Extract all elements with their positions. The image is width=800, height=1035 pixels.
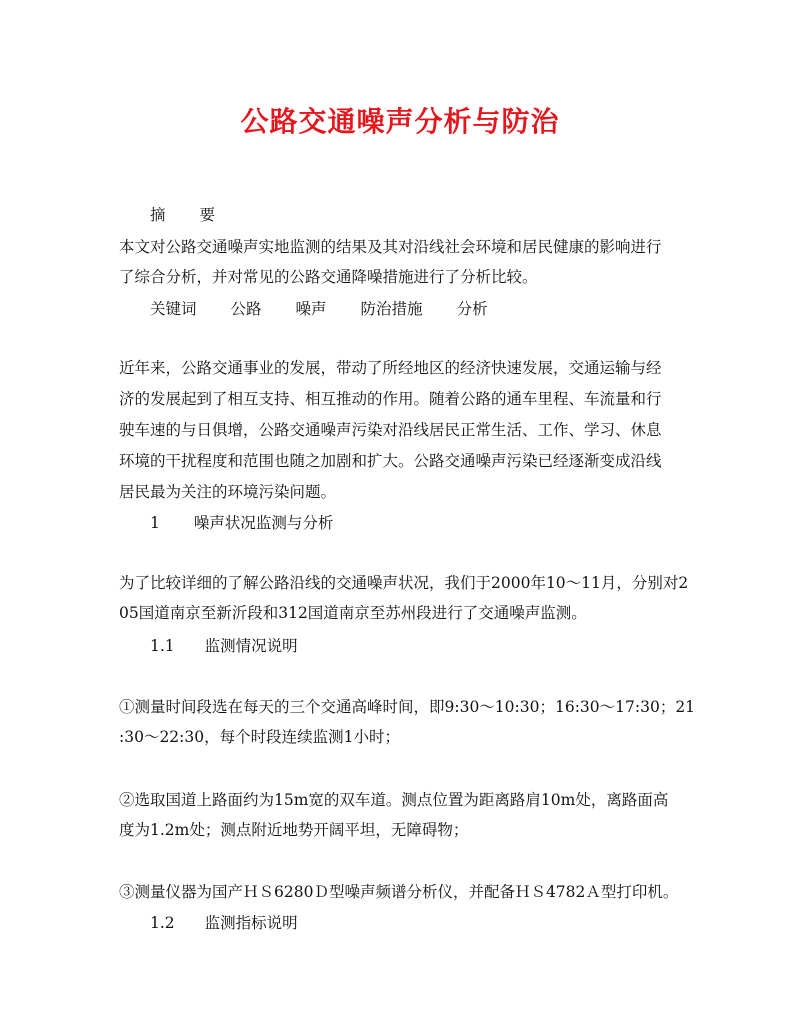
- keyword-item: 防治措施: [360, 300, 423, 318]
- list-item: ③测量仪器为国产ＨＳ6280Ｄ型噪声频谱分析仪，并配备ＨＳ4782Ａ型打印机。: [119, 883, 679, 901]
- keyword-item: 噪声: [295, 300, 327, 318]
- list-item: ②选取国道上路面约为15m宽的双车道。测点位置为距离路肩10m处，离路面高: [119, 791, 669, 809]
- section-heading: [150, 513, 720, 533]
- abstract-line: 了综合分析，并对常见的公路交通降噪措施进行了分析比较。: [119, 268, 538, 286]
- subsection-title: 监测情况说明: [204, 637, 298, 655]
- section1-line: 为了比较详细的了解公路沿线的交通噪声状况，我们于2000年10～11月，分别对2: [119, 574, 689, 592]
- keywords-line: [150, 299, 720, 319]
- section-number: 1: [150, 514, 160, 532]
- list-item: :30～22:30，每个时段连续监测1小时；: [119, 728, 400, 746]
- subsection-heading: [150, 636, 720, 656]
- keyword-item: 分析: [456, 300, 488, 318]
- intro-line: 近年来，公路交通事业的发展，带动了所经地区的经济快速发展，交通运输与经: [119, 359, 662, 377]
- section-title: 噪声状况监测与分析: [193, 514, 334, 532]
- subsection-number: 1.2: [150, 914, 175, 932]
- page-title: 公路交通噪声分析与防治: [240, 105, 560, 138]
- intro-line: 驶车速的与日俱增，公路交通噪声污染对沿线居民正常生活、工作、学习、休息: [119, 421, 662, 439]
- abstract-line: 本文对公路交通噪声实地监测的结果及其对沿线社会环境和居民健康的影响进行: [119, 238, 662, 256]
- abstract-heading-char-2: 要: [199, 206, 216, 224]
- keyword-item: 公路: [230, 300, 262, 318]
- subsection-title: 监测指标说明: [204, 914, 298, 932]
- abstract-heading: [150, 205, 720, 225]
- list-item: 度为1.2m处；测点附近地势开阔平坦，无障碍物；: [119, 821, 469, 839]
- keywords-label: 关键词: [150, 300, 197, 318]
- intro-line: 居民最为关注的环境污染问题。: [119, 483, 337, 501]
- subsection-number: 1.1: [150, 637, 175, 655]
- intro-line: 环境的干扰程度和范围也随之加剧和扩大。公路交通噪声污染已经逐渐变成沿线: [119, 452, 662, 470]
- section1-line: 05国道南京至新沂段和312国道南京至苏州段进行了交通噪声监测。: [119, 604, 587, 622]
- subsection-heading: [150, 913, 720, 933]
- abstract-heading-char-1: 摘: [150, 206, 166, 224]
- list-item: ①测量时间段选在每天的三个交通高峰时间，即9:30～10:30；16:30～17:30；21: [119, 698, 696, 716]
- intro-line: 济的发展起到了相互支持、相互推动的作用。随着公路的通车里程、车流量和行: [119, 390, 662, 408]
